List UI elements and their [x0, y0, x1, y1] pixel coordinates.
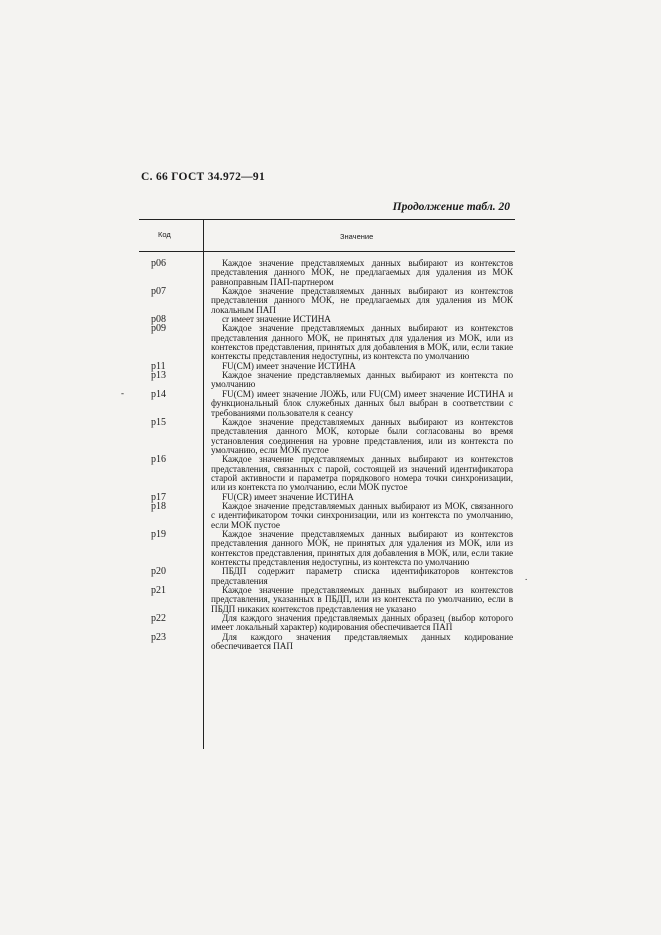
row-value: Каждое значение представляемых данных выбирают из контекстов представления, связанных с парой, состоящей из значений идентификатора старой активности и параметра порядкового номера точки синхронизации, или из контекста по умолчанию, если МОК пустое — [211, 454, 513, 493]
row-code: p22 — [151, 613, 166, 625]
row-value: Для каждого значения представляемых данных образец (выбор которого имеет локальный характер) кодирования обеспечивается ПАП — [211, 613, 513, 633]
row-code: p18 — [151, 500, 166, 512]
column-header-code: Код — [158, 230, 171, 239]
row-value: Для каждого значения представляемых данных кодирование обеспечивается ПАП — [211, 631, 513, 652]
row-code: p23 — [151, 631, 166, 643]
row-value: Каждое значение представляемых данных выбирают из контекстов представления данного МОК, не предлагаемых для удаления из МОК равноправным ПАП-партнером — [211, 258, 513, 287]
row-code: p07 — [151, 286, 166, 298]
row-code: p16 — [151, 454, 166, 466]
row-code: p20 — [151, 566, 166, 578]
table-header-rule — [139, 251, 515, 252]
row-value: Каждое значение представляемых данных выбирают из контекстов представления данного МОК, не предлагаемых для удаления из МОК локальным ПАП — [211, 286, 513, 315]
table-row — [0, 371, 661, 390]
row-value: ПБДП содержит параметр списка идентификаторов контекстов представления — [211, 566, 513, 586]
row-value: FU(CM) имеет значение ЛОЖЬ, или FU(CM) имеет значение ИСТИНА и функциональный блок служебных данных был выбран в соответствии с требованиями пользователя к сеансу — [211, 388, 513, 418]
table-row — [0, 633, 661, 652]
row-value: Каждое значение представляемых данных выбирают из контекста по умолчанию — [211, 370, 513, 390]
row-code: p11 — [151, 360, 166, 372]
row-code: p15 — [151, 416, 166, 428]
row-value: Каждое значение представляемых данных выбирают из контекстов представления данного МОК, которые были согласованы во время установления соединения на уровне представления, или из контекста по умолчанию, если МОК пустое — [211, 416, 513, 455]
table-row — [0, 324, 661, 361]
table-row — [0, 586, 661, 614]
table-row — [0, 530, 661, 567]
column-header-value: Значение — [340, 232, 374, 241]
row-code: p21 — [151, 585, 166, 597]
table-top-rule — [139, 219, 515, 220]
row-value: FU(CR) имеет значение ИСТИНА — [222, 491, 354, 502]
row-code: p08 — [151, 314, 166, 326]
margin-dash-mark: - — [121, 388, 124, 398]
row-value: Каждое значение представляемых данных выбирают из контекстов представления данного МОК, не принятых для удаления из МОК, или из контекстов представления, принятых для добавления в МОК, или, если такие контексты представления недоступны, из контекста по умолчанию — [211, 528, 513, 567]
table-row — [0, 287, 661, 315]
table-row — [0, 614, 661, 633]
page-header: С. 66 ГОСТ 34.972—91 — [141, 171, 266, 183]
row-value: Каждое значение представляемых данных выбирают из МОК, связанного с идентификатором точки синхронизации, или из контекста по умолчанию, если МОК пустое — [211, 500, 513, 530]
row-value: Каждое значение представляемых данных выбирают из контекстов представления, указанных в ПБДП, или из контекста по умолчанию, если в ПБДП никаких контекстов представления не указано — [211, 585, 513, 614]
table-continuation-label: Продолжение табл. 20 — [392, 201, 510, 213]
margin-dot-mark: . — [525, 572, 528, 582]
row-value: cr имеет значение ИСТИНА — [222, 314, 331, 325]
row-code: p09 — [151, 323, 166, 335]
table-row — [0, 455, 661, 492]
table-row — [0, 418, 661, 455]
row-code: p06 — [151, 258, 166, 269]
row-value: FU(CM) имеет значение ИСТИНА — [222, 360, 356, 371]
table-row — [0, 502, 661, 530]
row-code: p13 — [151, 370, 166, 382]
table-body — [0, 259, 661, 651]
table-row — [0, 567, 661, 586]
row-value: Каждое значение представляемых данных выбирают из контекстов представления данного МОК, не принятых для удаления из МОК, или из контекстов представления, принятых для добавления в МОК, или, если такие контексты представления недоступны, из контекста по умолчанию — [211, 323, 513, 362]
row-code: p14 — [151, 388, 166, 400]
table-row — [0, 259, 661, 287]
row-code: p17 — [151, 491, 166, 503]
row-code: p19 — [151, 528, 166, 540]
table-row — [0, 390, 661, 418]
